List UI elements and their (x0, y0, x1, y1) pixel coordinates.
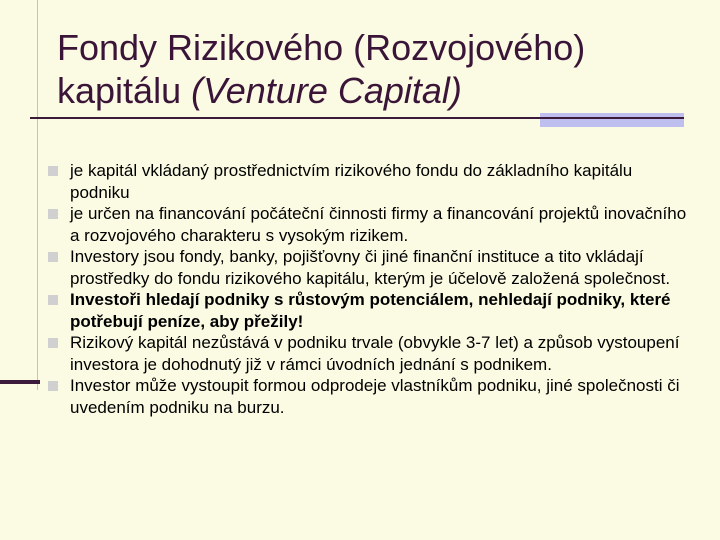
title-underline (30, 117, 684, 119)
bullet-text: je kapitál vkládaný prostřednictvím rizikového fondu do základního kapitálu podniku (70, 161, 633, 202)
bullet-text: Investoři hledají podniky s růstovým potenciálem, nehledají podniky, které potřebují peníze, aby přežily! (70, 290, 671, 331)
left-vertical-rule (37, 0, 38, 390)
title-line-2-italic: (Venture Capital) (191, 70, 462, 111)
slide-title (57, 26, 697, 112)
bullet-square-icon (48, 209, 58, 219)
title-line-2-normal: kapitálu (57, 70, 192, 111)
bullet-text: Investor může vystoupit formou odprodeje vlastníkům podniku, jiné společnosti či uvedením podniku na burzu. (70, 376, 680, 417)
bullet-square-icon (48, 338, 58, 348)
bullet-square-icon (48, 252, 58, 262)
bullet-text: Rizikový kapitál nezůstává v podniku trvale (obvykle 3-7 let) a způsob vystoupení investora je dohodnutý již v rámci úvodních jednání s podnikem. (70, 333, 680, 374)
bullet-item (48, 289, 688, 332)
bullet-item (48, 160, 688, 203)
bullet-item (48, 203, 688, 246)
bullet-square-icon (48, 381, 58, 391)
bullet-item (48, 246, 688, 289)
bullet-text: je určen na financování počáteční činnosti firmy a financování projektů inovačního a rozvojového charakteru s vysokým rizikem. (70, 204, 687, 245)
title-line-1: Fondy Rizikového (Rozvojového) (57, 27, 586, 68)
bullet-square-icon (48, 166, 58, 176)
bullet-item (48, 375, 688, 418)
bullet-item (48, 332, 688, 375)
bullet-list (48, 160, 688, 418)
bullet-square-icon (48, 295, 58, 305)
bullet-text: Investory jsou fondy, banky, pojišťovny či jiné finanční instituce a tito vkládají prostředky do fondu rizikového kapitálu, kterým je účelově založená společnost. (70, 247, 671, 288)
left-accent-bar (0, 380, 40, 384)
title-accent-block (540, 113, 684, 127)
